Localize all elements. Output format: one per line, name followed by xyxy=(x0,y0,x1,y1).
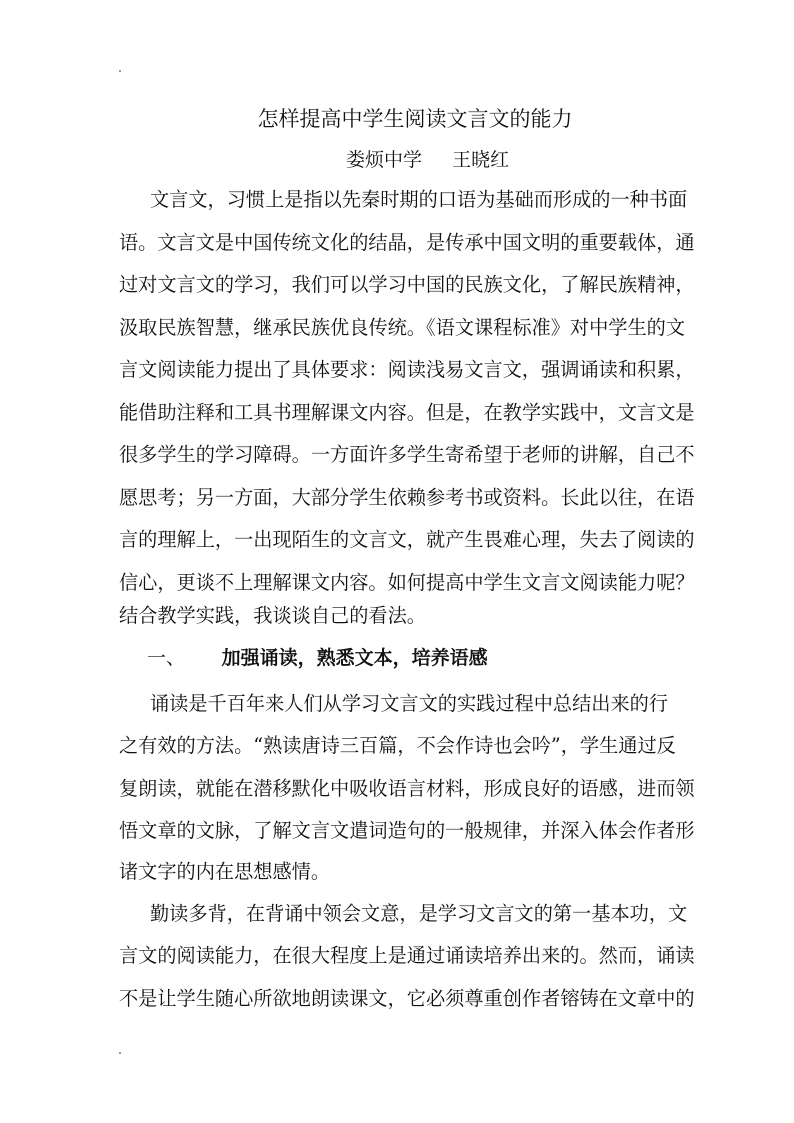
paragraph-line: 言文阅读能力提出了具体要求：阅读浅易文言文，强调诵读和积累， xyxy=(119,358,695,381)
top-page-mark xyxy=(119,70,121,72)
author-line xyxy=(346,146,516,174)
paragraph-line: 愿思考；另一方面，大部分学生依赖参考书或资料。长此以往，在语 xyxy=(119,486,695,509)
paragraph-line: 勤读多背，在背诵中领会文意，是学习文言文的第一基本功，文 xyxy=(150,902,688,925)
author-name: 王晓红 xyxy=(452,149,510,171)
paragraph-line: 语。文言文是中国传统文化的结晶，是传承中国文明的重要载体，通 xyxy=(119,231,695,254)
article-title: 怎样提高中学生阅读文言文的能力 xyxy=(257,107,573,131)
paragraph-line: 言文的阅读能力，在很大程度上是通过诵读培养出来的。然而，诵读 xyxy=(119,944,695,967)
bottom-page-mark xyxy=(119,1052,121,1054)
paragraph-line: 言的理解上，一出现陌生的文言文，就产生畏难心理，失去了阅读的 xyxy=(119,528,695,551)
section-heading xyxy=(147,644,647,672)
paragraph-line: 汲取民族智慧，继承民族优良传统。《语文课程标准》对中学生的文 xyxy=(119,316,686,339)
paragraph-line: 能借助注释和工具书理解课文内容。但是，在教学实践中，文言文是 xyxy=(119,401,695,424)
paragraph-line: 诵读是千百年来人们从学习文言文的实践过程中总结出来的行 xyxy=(150,692,669,715)
paragraph-line: 复朗读，就能在潜移默化中吸收语言材料，形成良好的语感，进而领 xyxy=(119,777,695,800)
section-heading-text: 加强诵读，熟悉文本，培养语感 xyxy=(221,647,488,669)
paragraph-line: 不是让学生随心所欲地朗读课文，它必须尊重创作者镕铸在文章中的 xyxy=(119,987,695,1010)
paragraph-line: 信心，更谈不上理解课文内容。如何提高中学生文言文阅读能力呢？ xyxy=(119,571,695,594)
paragraph-line: 悟文章的文脉，了解文言文遣词造句的一般规律，并深入体会作者形 xyxy=(119,819,695,842)
paragraph-line: 诸文字的内在思想感情。 xyxy=(119,860,331,883)
paragraph-line: 文言文，习惯上是指以先秦时期的口语为基础而形成的一种书面 xyxy=(150,188,688,211)
section-number: 一、 xyxy=(147,647,186,669)
paragraph-line: 很多学生的学习障碍。一方面许多学生寄希望于老师的讲解，自己不 xyxy=(119,443,695,466)
paragraph-line: 结合教学实践，我谈谈自己的看法。 xyxy=(119,604,426,627)
paragraph-line: 过对文言文的学习，我们可以学习中国的民族文化，了解民族精神， xyxy=(119,273,695,296)
paragraph-line: 之有效的方法。“熟读唐诗三百篇，不会作诗也会吟”，学生通过反 xyxy=(119,734,676,757)
author-school: 娄烦中学 xyxy=(346,149,423,171)
